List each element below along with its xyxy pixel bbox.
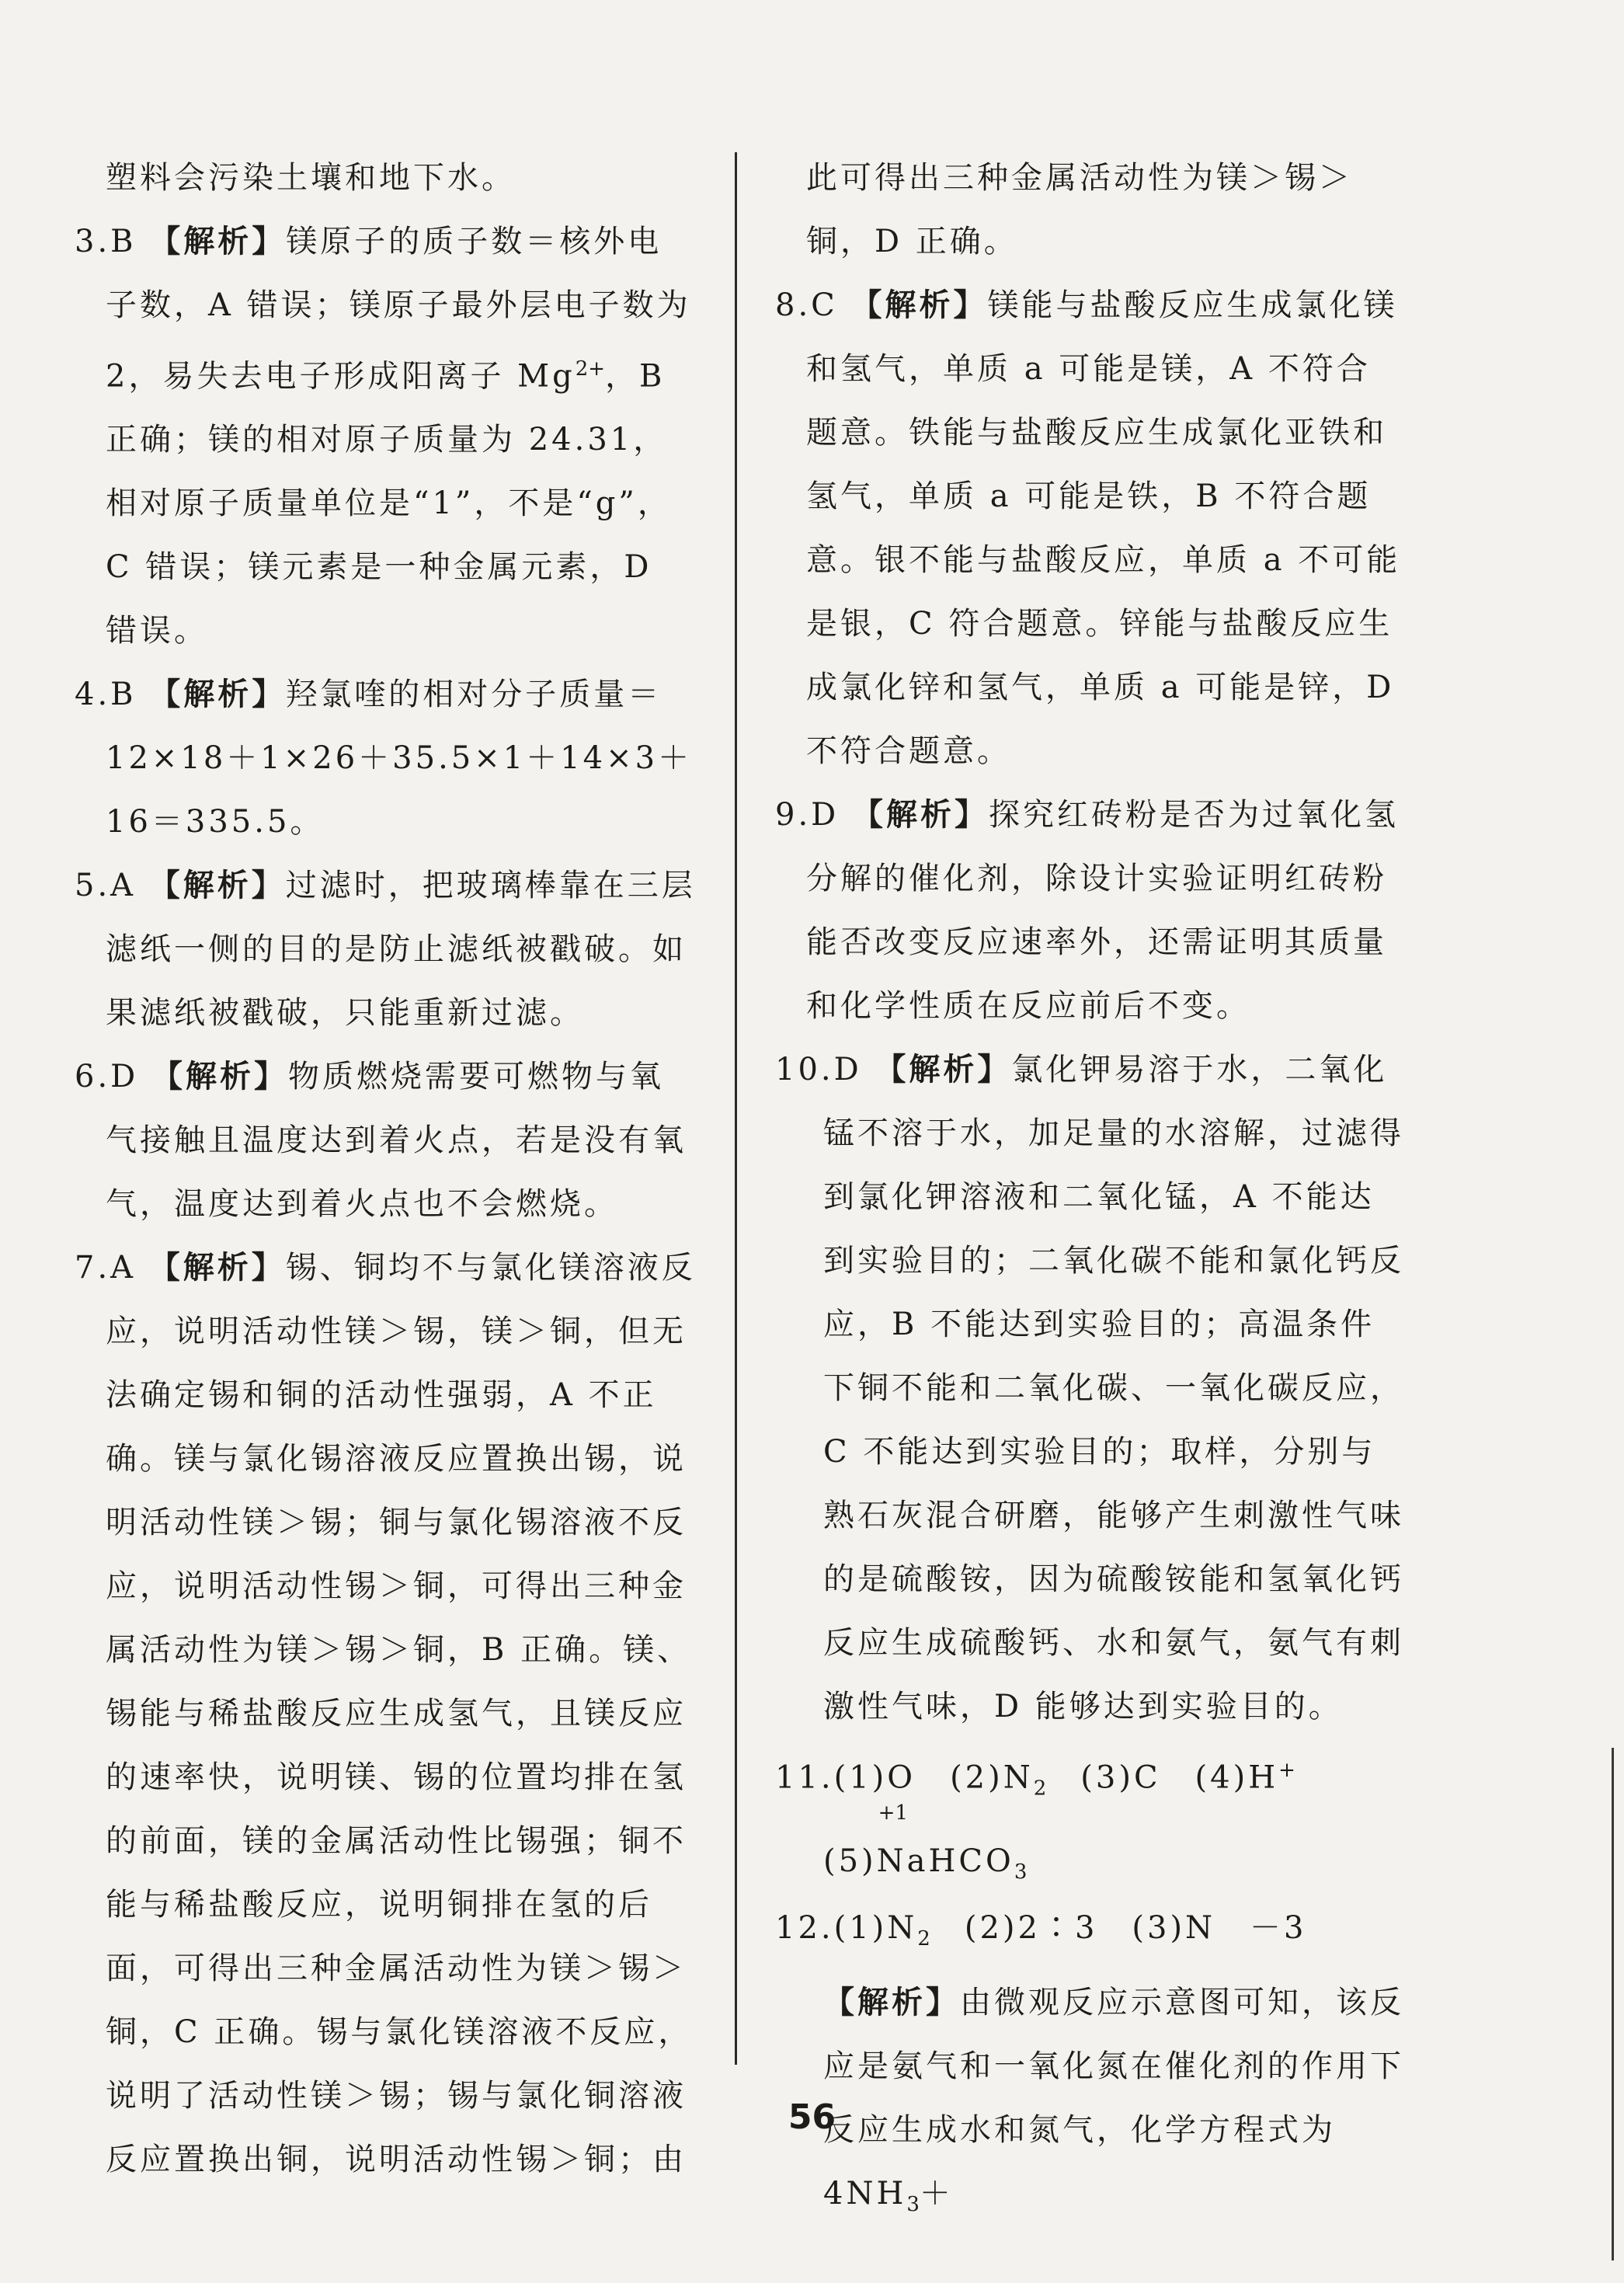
column-divider <box>735 152 737 2065</box>
analysis-tag: 【解析】 <box>823 1985 960 2021</box>
answer-number: 4.B <box>75 677 137 713</box>
left-column <box>75 146 696 2191</box>
right-column <box>775 146 1404 2236</box>
subscript: 3 <box>906 2193 920 2217</box>
answer-text: 镁能与盐酸反应生成氯化镁和氢气，单质 a 可能是镁，A 不符合题意。铁能与盐酸反应生成氯化亚铁和氢气，单质 a 可能是铁，B 不符合题意。银不能与盐酸反应，单质 a 不可能是银，C 符合题意。锌能与盐酸反应生成氯化锌和氢气，单质 a 可能是锌，D 不符合题意。 <box>806 287 1401 769</box>
element-symbol: N <box>876 1843 907 1880</box>
answer-number: 8.C <box>775 287 838 323</box>
answer-text: 此可得出三种金属活动性为镁＞锡＞铜，D 正确。 <box>806 160 1353 259</box>
answer-5 <box>75 854 696 1045</box>
subscript: 2 <box>917 1927 930 1951</box>
answer-text: 羟氯喹的相对分子质量＝12×18＋1×26＋35.5×1＋14×3＋16＝335.5。 <box>106 677 693 840</box>
answer-8 <box>775 273 1404 783</box>
oxidation-state <box>876 1801 908 1893</box>
answer-number: 10.D <box>775 1052 862 1088</box>
analysis-tag: 【解析】 <box>149 224 287 259</box>
answer-text: 物质燃烧需要可燃物与氧气接触且温度达到着火点，若是没有氧气，温度达到着火点也不会燃烧。 <box>106 1059 687 1223</box>
subscript: 2 <box>1033 1777 1047 1801</box>
oxidation-mark: +1 <box>878 1801 908 1825</box>
answer-text: aHCO <box>906 1843 1014 1880</box>
answer-number: 6.D <box>75 1059 139 1095</box>
answer-text: (5) <box>823 1843 877 1880</box>
subscript: 3 <box>1014 1860 1028 1885</box>
answer-text: 塑料会污染土壤和地下水。 <box>106 160 516 196</box>
answer-number: 7.A <box>75 1250 137 1286</box>
answer-text: 过滤时，把玻璃棒靠在三层滤纸一侧的目的是防止滤纸被戳破。如果滤纸被戳破，只能重新过滤。 <box>106 868 696 1032</box>
answer-6 <box>75 1045 696 1236</box>
answer-text: ，B 正确；镁的相对原子质量为 24.31，相对原子质量单位是“1”，不是“g”，C 错误；镁元素是一种金属元素，D 错误。 <box>106 358 672 649</box>
answer-11-line-2 <box>775 1801 1404 1904</box>
answer-text: 探究红砖粉是否为过氧化氢分解的催化剂，除设计实验证明红砖粉能否改变反应速率外，还需证明其质量和化学性质在反应前后不变。 <box>806 797 1399 1024</box>
analysis-tag: 【解析】 <box>875 1052 1012 1088</box>
answer-9 <box>775 783 1404 1038</box>
analysis-tag: 【解析】 <box>148 868 286 904</box>
answer-7 <box>75 1236 696 2191</box>
answer-12 <box>775 1896 1404 1971</box>
answer-7-continuation <box>775 146 1404 273</box>
analysis-tag: 【解析】 <box>148 1250 286 1286</box>
analysis-tag: 【解析】 <box>851 797 989 833</box>
answer-text: (2)2∶3 (3)N －3 <box>930 1910 1307 1947</box>
answer-number: 5.A <box>75 868 137 904</box>
analysis-tag: 【解析】 <box>149 677 287 713</box>
answer-number: 9.D <box>775 797 840 833</box>
answer-3 <box>75 210 696 663</box>
answer-text: (1)N <box>833 1910 918 1947</box>
answer-text: 锡、铜均不与氯化镁溶液反应，说明活动性镁＞锡，镁＞铜，但无法确定锡和铜的活动性强弱，A 不正确。镁与氯化锡溶液反应置换出锡，说明活动性镁＞锡；铜与氯化锡溶液不反应，说明活动性锡＞铜，可得出三种金属活动性为镁＞锡＞铜，B 正确。镁、锡能与稀盐酸反应生成氢气，且镁反应的速率快，说明镁、锡的位置均排在氢的前面，镁的金属活动性比锡强；铜不能与稀盐酸反应，说明铜排在氢的后面，可得出三种金属活动性为镁＞锡＞铜，C 正确。锡与氯化镁溶液不反应，说明了活动性镁＞锡；锡与氯化铜溶液反应置换出铜，说明活动性锡＞铜；由 <box>106 1250 696 2178</box>
answer-10 <box>775 1038 1404 1738</box>
answer-text: 由微观反应示意图可知，该反应是氨气和一氧化氮在催化剂的作用下反应生成水和氮气，化学方程式为 4NH <box>823 1985 1404 2212</box>
answer-number: 11. <box>775 1759 834 1796</box>
answer-number: 3.B <box>75 224 137 259</box>
answer-11 <box>775 1738 1404 1820</box>
answer-text: 镁原子的质子数＝核外电子数，A 错误；镁原子最外层电子数为 2，易失去电子形成阳离子 Mg <box>106 224 691 395</box>
page-edge-line <box>1612 1748 1614 2260</box>
answer-text: 氯化钾易溶于水，二氧化锰不溶于水，加足量的水溶解，过滤得到氯化钾溶液和二氧化锰，A 不能达到实验目的；二氧化碳不能和氯化钙反应，B 不能达到实验目的；高温条件下铜不能和二氧化碳、一氧化碳反应，C 不能达到实验目的；取样，分别与熟石灰混合研磨，能够产生刺激性气味的是硫酸铵，因为硫酸铵能和氢氧化钙反应生成硫酸钙、水和氨气，氨气有刺激性气味，D 能够达到实验目的。 <box>823 1052 1404 1724</box>
answer-number: 12. <box>775 1910 834 1947</box>
answer-2-continuation <box>75 146 696 210</box>
superscript: 2+ <box>575 357 606 381</box>
page-number: 56 <box>788 2097 836 2137</box>
answer-text: (1)O (2)N <box>833 1759 1034 1796</box>
analysis-tag: 【解析】 <box>151 1059 288 1095</box>
answer-4 <box>75 663 696 854</box>
answer-text: (3)C (4)H <box>1046 1759 1279 1796</box>
answer-text: ＋ <box>919 2176 954 2212</box>
analysis-tag: 【解析】 <box>850 287 988 323</box>
superscript: + <box>1278 1759 1295 1782</box>
